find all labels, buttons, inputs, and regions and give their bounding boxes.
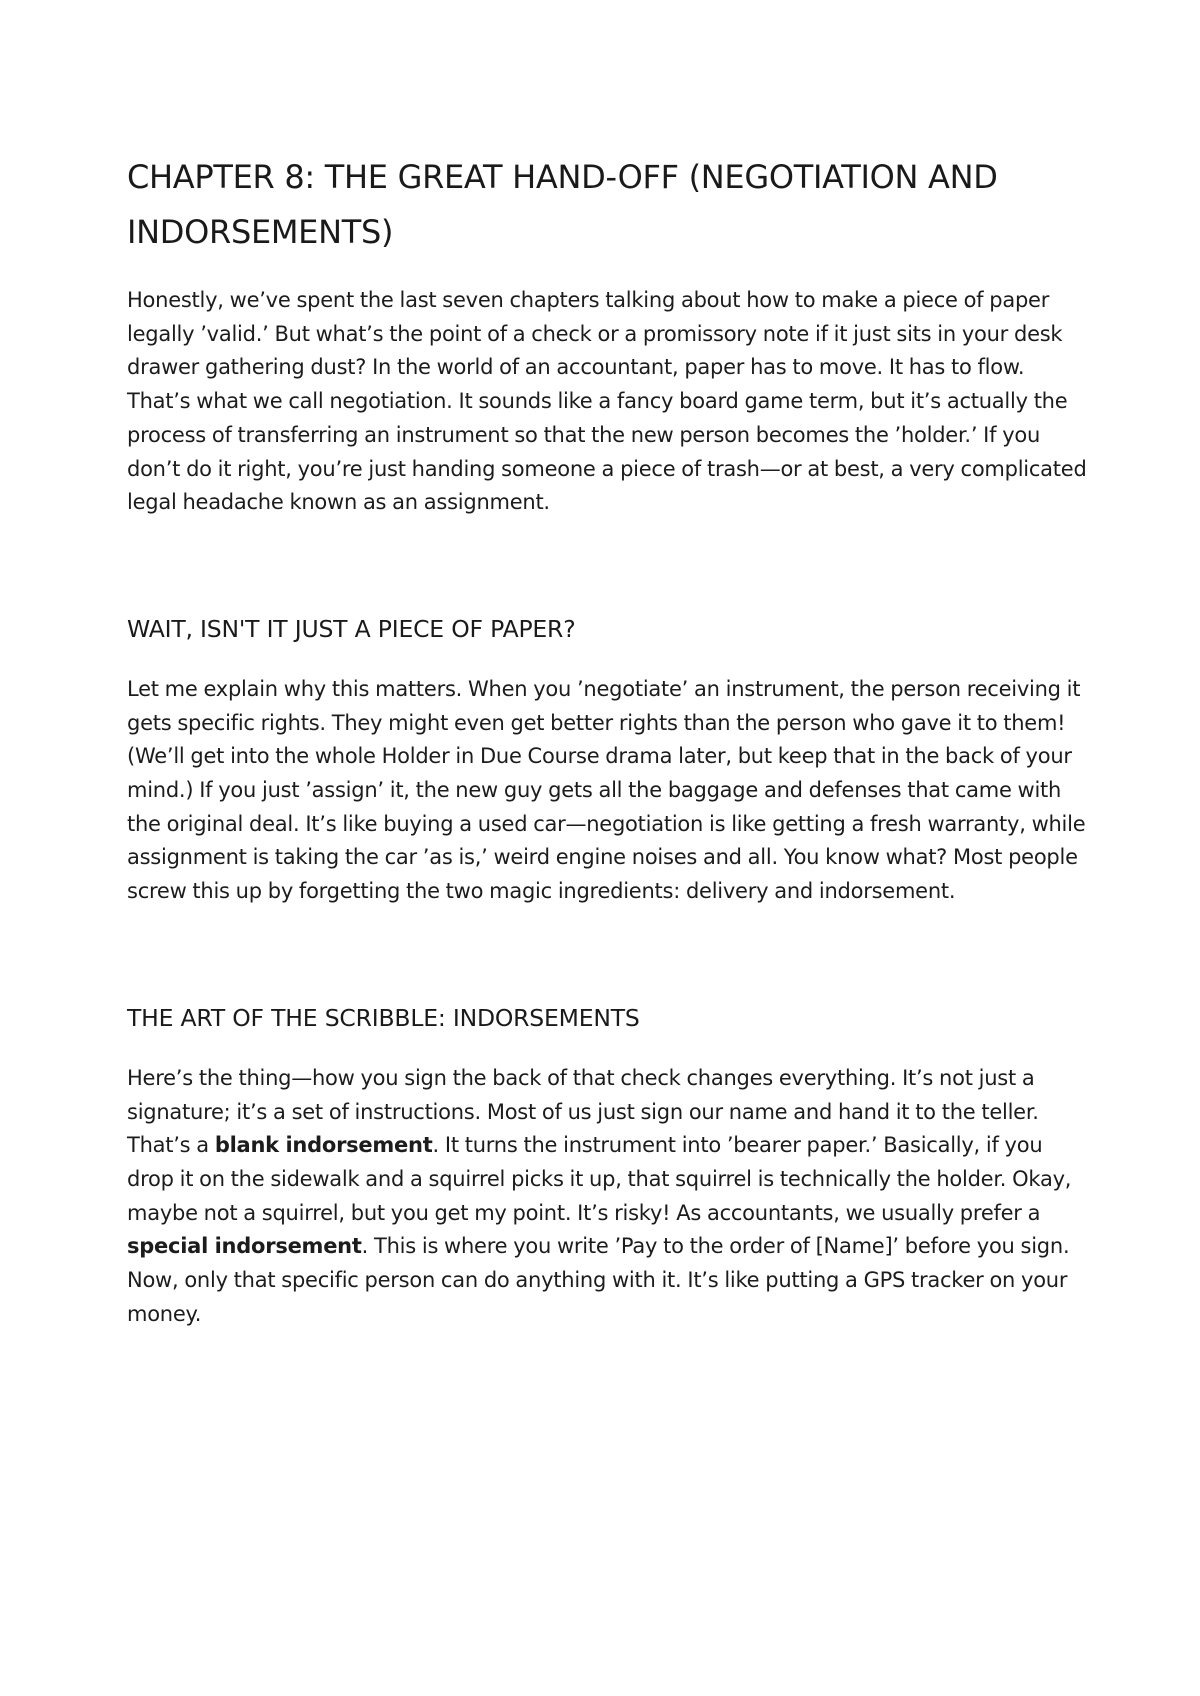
section-heading-wait: WAIT, ISN'T IT JUST A PIECE OF PAPER? [127, 614, 576, 643]
term-blank-indorsement: blank indorsement [214, 1133, 433, 1158]
chapter-title: CHAPTER 8: THE GREAT HAND-OFF (NEGOTIATION AND INDORSEMENTS) [127, 158, 998, 251]
section-paragraph-indorsements [127, 1062, 1087, 1332]
term-special-indorsement: special indorsement [127, 1234, 362, 1259]
section-heading-indorsements: THE ART OF THE SCRIBBLE: INDORSEMENTS [127, 1003, 640, 1032]
section-paragraph-wait: Let me explain why this matters. When you ’negotiate’ an instrument, the person receiving it gets specific rights. They might even get better rights than the person who gave it to them! (We’ll get into the whole Holder in Due Course drama later, but keep that in the back of your mind.) If you just ’assign’ it, the new guy gets all the baggage and defenses that came with the original deal. It’s like buying a used car—negotiation is like getting a fresh warranty, while assignment is taking the car ’as is,’ weird engine noises and all. You know what? Most people screw this up by forgetting the two magic ingredients: delivery and indorsement. [127, 676, 1086, 904]
intro-paragraph: Honestly, we’ve spent the last seven chapters talking about how to make a piece of paper legally ’valid.’ But what’s the point of a check or a promissory note if it just sits in your desk drawer gathering dust? In the world of an accountant, paper has to move. It has to flow. That’s what we call negotiation. It sounds like a fancy board game term, but it’s actually the process of transferring an instrument so that the new person becomes the ’holder.’ If you don’t do it right, you’re just handing someone a piece of trash—or at best, a very complicated legal headache known as an assignment. [127, 288, 1087, 515]
document-page [127, 150, 1087, 1331]
paragraph-text: . This is where you write ’Pay to the order of [Name]’ before you sign. Now, only that specific person can do anything with it. It’s like putting a GPS tracker on your money. [127, 1234, 1070, 1326]
paragraph-text: . It turns the instrument into ’bearer paper.’ Basically, if you drop it on the sidewalk and a squirrel picks it up, that squirrel is technically the holder. Okay, maybe not a squirrel, but you get my point. It’s risky! As accountants, we usually prefer a [127, 1133, 1072, 1225]
section-spacer [127, 520, 1087, 612]
paragraph-text: Here’s the thing—how you sign the back of that check changes everything. It’s not just a signature; it’s a set of instructions. Most of us just sign our name and hand it to the teller. That’s a [127, 1065, 1039, 1158]
section-spacer [127, 909, 1087, 1001]
